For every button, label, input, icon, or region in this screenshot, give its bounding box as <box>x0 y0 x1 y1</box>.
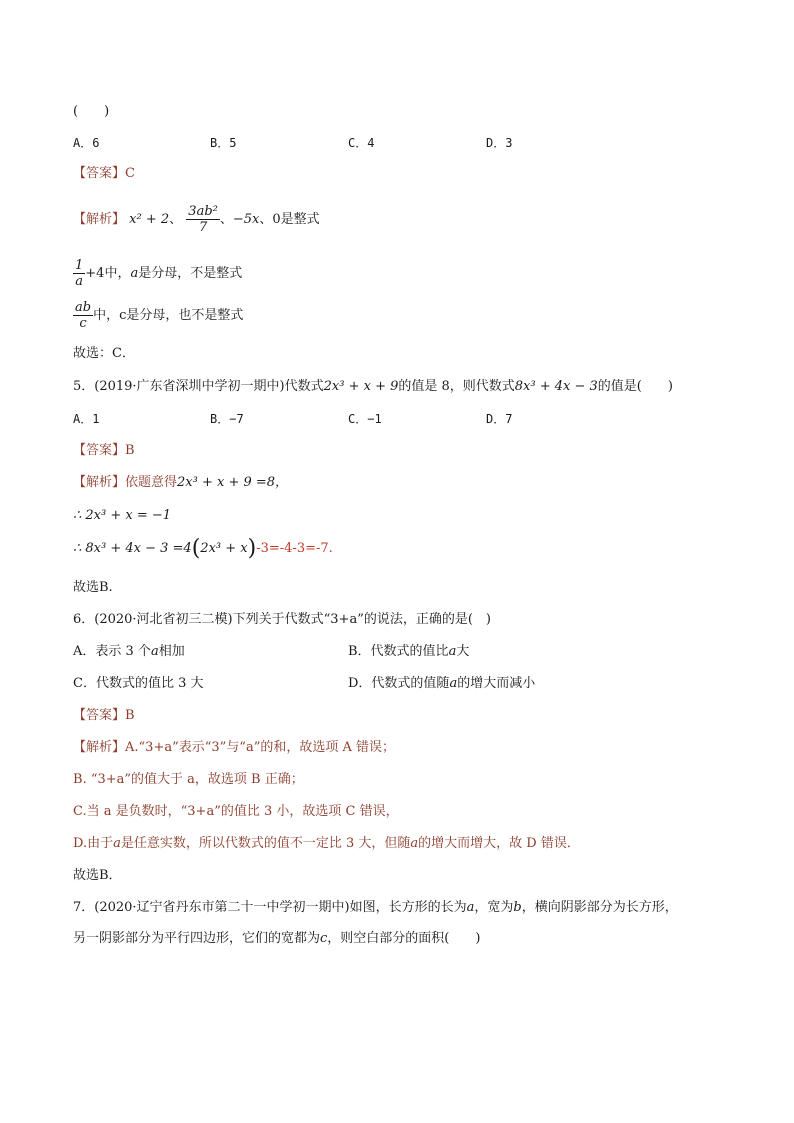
fraction-denominator: c <box>79 316 87 331</box>
answer-label: 【答案】 <box>73 166 126 181</box>
fraction-denominator: a <box>75 274 84 289</box>
fraction-numerator: ab <box>75 300 92 315</box>
q4-option-d[interactable]: D．3 <box>486 136 513 150</box>
analysis-text: 中，c是分母，也不是整式 <box>93 308 244 323</box>
q7-stem-line1 <box>73 900 678 916</box>
q7-stem-line2 <box>73 931 480 947</box>
answer-value: C <box>125 166 135 181</box>
q4-bracket: ( ) <box>73 104 110 119</box>
analysis-text: 是分母，不是整式 <box>138 266 243 281</box>
q4-analysis-line3 <box>73 300 243 331</box>
option-text: B．代数式的值比 <box>348 644 449 659</box>
analysis-text: 是整式 <box>280 212 320 227</box>
math-var: a <box>150 644 159 659</box>
q6-stem: 6．(2020·河北省初三二模)下列关于代数式“3+a”的说法，正确的是( ) <box>73 612 491 627</box>
separator: 、 <box>169 212 183 227</box>
q5-option-c[interactable]: C．−1 <box>348 412 382 426</box>
q6-option-c[interactable]: C．代数式的值比 3 大 <box>73 676 204 691</box>
math-var: a <box>448 644 457 659</box>
math-var: a <box>449 676 458 691</box>
option-text: A．表示 3 个 <box>73 644 151 659</box>
q4-conclusion: 故选：C． <box>73 346 135 361</box>
q4-option-b[interactable]: B．5 <box>210 136 237 150</box>
question-text: 的值是 8，则代数式 <box>398 379 515 394</box>
math-var: a <box>410 836 419 851</box>
answer-label: 【答案】 <box>73 443 126 458</box>
question-text: 5．(2019·广东省深圳中学初一期中)代数式 <box>73 379 324 394</box>
q6-option-d[interactable] <box>348 676 535 692</box>
q4-answer <box>73 166 135 182</box>
separator: 、 <box>259 212 273 227</box>
fraction-denominator: 7 <box>198 220 208 235</box>
analysis-text: 是任意实数，所以代数式的值不一定比 3 大，但随 <box>120 836 411 851</box>
math-expression: 8x³ + 4x − 3 <box>514 379 598 394</box>
math-term: −5x <box>232 212 260 227</box>
option-text: D．代数式的值随 <box>348 676 450 691</box>
fraction-numerator: 1 <box>75 258 84 273</box>
q4-option-c[interactable]: C．4 <box>348 136 375 150</box>
q5-stem <box>73 379 673 395</box>
option-text: 大 <box>456 644 470 659</box>
analysis-text: D.由于 <box>73 836 114 851</box>
q4-analysis-line1 <box>73 204 320 235</box>
answer-value: B <box>125 708 135 723</box>
fraction <box>73 300 93 331</box>
analysis-label: 【解析】 <box>73 475 126 490</box>
math-expression: 2x³ + x + 9 =8， <box>177 475 289 490</box>
q6-option-b[interactable] <box>348 644 469 660</box>
math-term: 0 <box>272 212 281 227</box>
q6-answer <box>73 708 135 724</box>
question-text: 的值是( ) <box>597 379 673 394</box>
math-var: b <box>513 900 522 915</box>
fraction <box>186 204 220 235</box>
math-expression: 2x³ + x + 9 <box>323 379 399 394</box>
answer-label: 【答案】 <box>73 708 126 723</box>
math-term: x² + 2 <box>129 212 170 227</box>
analysis-label: 【解析】 <box>73 212 126 227</box>
math-var: c <box>320 931 328 946</box>
question-text: ，则空白部分的面积( ) <box>327 931 481 946</box>
analysis-text: 依题意得 <box>125 475 178 490</box>
q5-analysis <box>73 475 288 491</box>
q5-conclusion: 故选B. <box>73 580 113 595</box>
left-paren: ( <box>191 536 201 561</box>
q4-option-a[interactable]: A．6 <box>73 136 100 150</box>
q4-analysis-line2 <box>73 258 242 289</box>
analysis-text: 的增大而增大，故 D 错误． <box>418 836 580 851</box>
analysis-text: A.“3+a”表示“3”与“a”的和，故选项 A 错误； <box>125 740 396 755</box>
q6-conclusion: 故选B． <box>73 868 122 883</box>
q5-step2 <box>73 536 333 561</box>
analysis-label: 【解析】 <box>73 740 126 755</box>
math-var: a <box>113 836 121 851</box>
q6-option-a[interactable] <box>73 644 185 660</box>
math-expression: 2x³ + x <box>200 541 248 556</box>
fraction <box>73 258 85 289</box>
q6-analysis-4 <box>73 836 580 852</box>
option-text: 相加 <box>158 644 185 659</box>
question-text: 7．(2020·辽宁省丹东市第二十一中学初一期中)如图，长方形的长为 <box>73 900 467 915</box>
q6-analysis-1 <box>73 740 395 756</box>
question-text: 另一阴影部分为平行四边形，它们的宽都为 <box>73 931 321 946</box>
q5-step1: ∴ 2x³ + x = −1 <box>73 508 172 523</box>
analysis-text: 中， <box>104 266 131 281</box>
separator: 、 <box>219 212 233 227</box>
q5-option-d[interactable]: D．7 <box>486 412 513 426</box>
fraction-numerator: 3ab² <box>188 204 218 219</box>
math-expression: ∴ 8x³ + 4x − 3 =4 <box>73 541 192 556</box>
math-term: +4 <box>85 266 105 281</box>
right-paren: ) <box>247 536 257 561</box>
q5-answer <box>73 443 135 459</box>
option-text: 的增大而减小 <box>457 676 536 691</box>
math-var: a <box>130 266 139 281</box>
answer-value: B <box>125 443 135 458</box>
question-text: ，横向阴影部分为长方形， <box>521 900 678 915</box>
q5-option-b[interactable]: B．−7 <box>210 412 244 426</box>
q6-analysis-2: B. “3+a”的值大于 a，故选项 B 正确； <box>73 772 304 787</box>
question-text: ，宽为 <box>474 900 514 915</box>
q5-option-a[interactable]: A．1 <box>73 412 100 426</box>
math-expression: -3=-4-3=-7. <box>256 541 333 556</box>
math-var: a <box>466 900 475 915</box>
q6-analysis-3: C.当 a 是负数时，“3+a”的值比 3 小，故选项 C 错误， <box>73 804 399 819</box>
